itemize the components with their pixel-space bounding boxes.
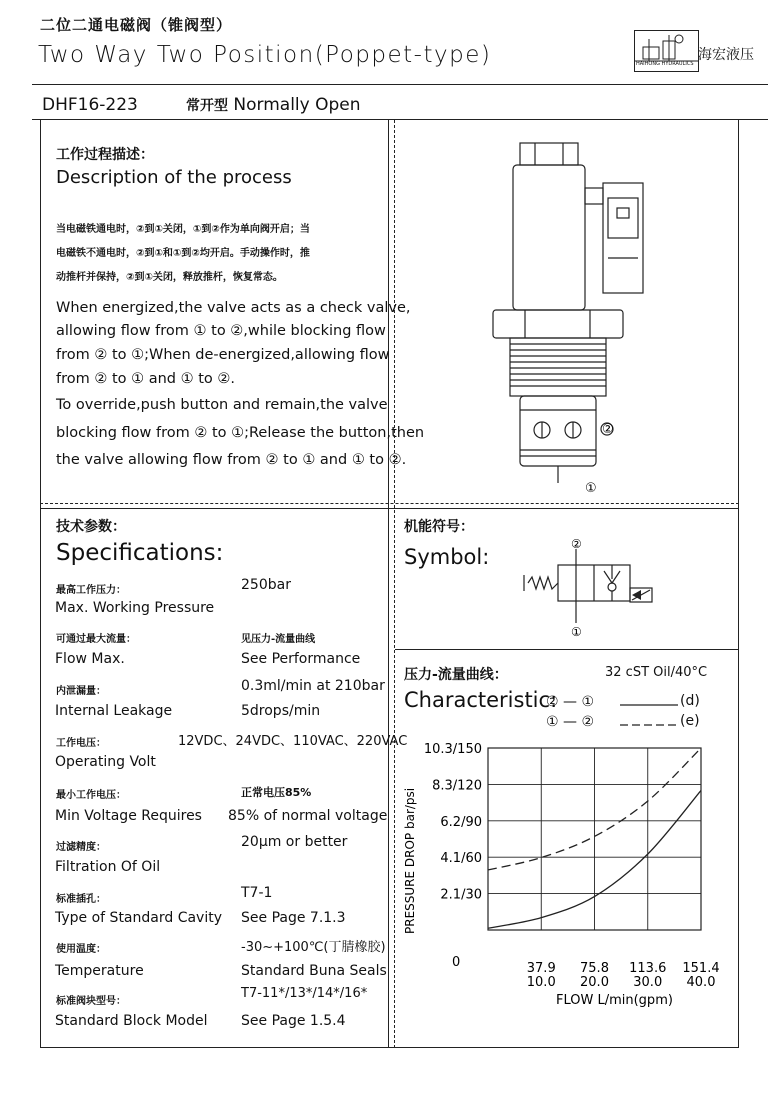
chart-x-ticks [527, 961, 720, 990]
brand-chinese: 海宏液压 [698, 47, 754, 63]
description-heading-cn: 工作过程描述： [56, 147, 154, 163]
chart-y-tick-label: 2.1/30 [440, 887, 482, 903]
symbol-port-2: ② [571, 537, 582, 551]
spec-row-4-cn: 工作电压： [56, 738, 106, 749]
char-oil: 32 cST Oil/40°C [605, 665, 708, 680]
spec-row-5-en: Min Voltage Requires [55, 808, 202, 824]
frame-divider-1 [388, 120, 389, 1048]
spec-heading-en: Specifications: [56, 540, 224, 566]
symbol-rule [395, 649, 738, 650]
chart-y-tick-label: 8.3/120 [432, 778, 482, 794]
legend-d-label: ② — ① [546, 694, 595, 710]
description-en-line-2: allowing flow from ① to ②,while blocking flow [56, 323, 386, 339]
description-en-line-6: blocking flow from ② to ①;Release the button,then [56, 425, 425, 441]
spec-row-8-val: -30~+100℃(丁腈橡胶) [241, 940, 386, 955]
chart-x-tick-label-lpm: 151.4 [682, 961, 720, 976]
chart-x-tick-label-lpm: 37.9 [526, 961, 556, 976]
model-rule [32, 119, 768, 120]
frame-bottom [40, 1047, 739, 1048]
spec-row-3-val2: 5drops/min [241, 703, 321, 719]
chart-y-tick-label: 4.1/60 [440, 851, 482, 867]
spec-row-8-val2: Standard Buna Seals [241, 963, 387, 979]
chart-grid [488, 748, 701, 930]
spec-row-6-cn: 过滤精度： [56, 842, 106, 853]
chart-x-tick-label-gpm: 30.0 [633, 975, 663, 990]
chart-y-tick-label: 10.3/150 [423, 742, 482, 757]
valve-thread [510, 338, 606, 396]
chart-x-tick-label-gpm: 10.0 [526, 975, 556, 990]
chart-y-tick-label: 0 [452, 955, 461, 970]
spec-row-6-en: Filtration Of Oil [55, 859, 161, 875]
spec-row-3-cn: 内泄漏量： [56, 686, 106, 697]
description-en-line-7: the valve allowing flow from ② to ① and ① to ②. [56, 452, 407, 468]
model-type-cn: 常开型 [186, 98, 228, 114]
description-heading-en: Description of the process [56, 167, 292, 188]
chart-y-label: PRESSURE DROP bar/psi [403, 787, 417, 934]
chart-y-tick-label: 6.2/90 [440, 814, 482, 830]
valve-port-1: ① [585, 481, 597, 496]
hydraulic-symbol [520, 535, 660, 640]
model-type-en: Normally Open [233, 95, 361, 115]
spec-row-5-cn: 最小工作电压： [56, 790, 126, 801]
valve-hex [493, 310, 623, 338]
spec-row-8-cn: 使用温度： [56, 944, 106, 955]
spec-row-3-val: 0.3ml/min at 210bar [241, 678, 385, 694]
legend-d-line [620, 700, 680, 710]
spec-row-2-val-cn: 见压力-流量曲线 [241, 634, 316, 645]
spec-row-1-en: Max. Working Pressure [55, 600, 215, 616]
connector-top [585, 188, 603, 204]
chart-x-tick-label-lpm: 113.6 [629, 961, 667, 976]
description-cn-line-2: 电磁铁不通电时，②到①和①到②均开启。手动操作时，推 [56, 248, 310, 259]
mid-rule-2 [40, 508, 739, 509]
legend-e: (e) [680, 713, 700, 729]
spec-row-9-val: T7-11*/13*/14*/16* [241, 986, 368, 1001]
legend-e-label: ① — ② [546, 714, 595, 730]
description-en-line-5: To override,push button and remain,the valve [56, 397, 388, 413]
symbol-port-1: ① [571, 625, 582, 639]
spec-row-1-cn: 最高工作压力： [56, 585, 126, 596]
symbol-spring [528, 577, 558, 589]
model-code: DHF16-223 [42, 95, 138, 115]
brand-logo-mark [634, 30, 699, 72]
chart-y-ticks [424, 742, 482, 970]
chart-x-tick-label-gpm: 20.0 [580, 975, 609, 990]
mid-rule-1 [40, 503, 739, 504]
valve-drawing [480, 128, 650, 498]
legend-e-line [620, 720, 680, 730]
chart-x-tick-label-gpm: 40.0 [686, 975, 716, 990]
chart-x-tick-label-lpm: 75.8 [580, 961, 609, 976]
brand-logo [634, 30, 758, 72]
spec-row-7-en: Type of Standard Cavity [55, 910, 222, 926]
spec-row-9-cn: 标准阀块型号： [56, 996, 126, 1007]
spec-row-2-en: Flow Max. [55, 651, 125, 667]
frame-right [738, 120, 739, 1048]
frame-left [40, 120, 41, 1048]
spec-row-3-en: Internal Leakage [55, 703, 173, 719]
spec-row-6-val: 20μm or better [241, 834, 348, 850]
symbol-heading-en: Symbol: [404, 545, 490, 569]
description-en-line-1: When energized,the valve acts as a check valve, [56, 300, 411, 316]
spec-row-4-val: 12VDC、24VDC、110VAC、220VAC [178, 734, 408, 749]
spec-row-7-val: T7-1 [241, 885, 273, 901]
description-en-line-4: from ② to ① and ① to ②. [56, 371, 236, 387]
spec-row-9-val2: See Page 1.5.4 [241, 1013, 346, 1029]
header-rule [32, 84, 768, 85]
valve-nut [520, 143, 578, 165]
description-en-line-3: from ② to ①;When de-energized,allowing flow [56, 347, 390, 363]
char-heading-en: Characteristic: [404, 688, 558, 712]
description-cn-line-1: 当电磁铁通电时，②到①关闭，①到②作为单向阀开启；当 [56, 224, 310, 235]
spec-heading-cn: 技术参数： [56, 519, 126, 535]
pressure-flow-chart [396, 730, 738, 1020]
symbol-heading-cn: 机能符号： [404, 519, 474, 535]
spec-row-7-val2: See Page 7.1.3 [241, 910, 346, 926]
valve-coil [513, 165, 585, 310]
chart-x-label: FLOW L/min(gpm) [556, 993, 673, 1008]
spec-row-2-val: See Performance [241, 651, 361, 667]
title-english: Two Way Two Position(Poppet-type) [38, 42, 492, 68]
valve-port-2: ② [602, 422, 614, 437]
description-cn-line-3: 动推杆并保持，②到①关闭，释放推杆，恢复常态。 [56, 272, 283, 283]
char-heading-cn: 压力-流量曲线： [404, 667, 508, 683]
frame-divider-2 [394, 120, 395, 1048]
spec-row-4-en: Operating Volt [55, 754, 156, 770]
model-type [186, 95, 361, 115]
spec-row-5-val: 85% of normal voltage [228, 808, 388, 824]
title-chinese: 二位二通电磁阀（锥阀型） [40, 16, 233, 34]
spec-row-5-val-cn: 正常电压85% [241, 786, 312, 799]
spec-row-2-cn: 可通过最大流量： [56, 634, 136, 645]
spec-row-8-en: Temperature [55, 963, 144, 979]
spec-row-7-cn: 标准插孔： [56, 894, 106, 905]
legend-d: (d) [680, 693, 700, 709]
brand-english: HAIHONG HYDRAULICS [636, 61, 694, 67]
spec-row-9-en: Standard Block Model [55, 1013, 208, 1029]
spec-row-1-val: 250bar [241, 577, 291, 593]
